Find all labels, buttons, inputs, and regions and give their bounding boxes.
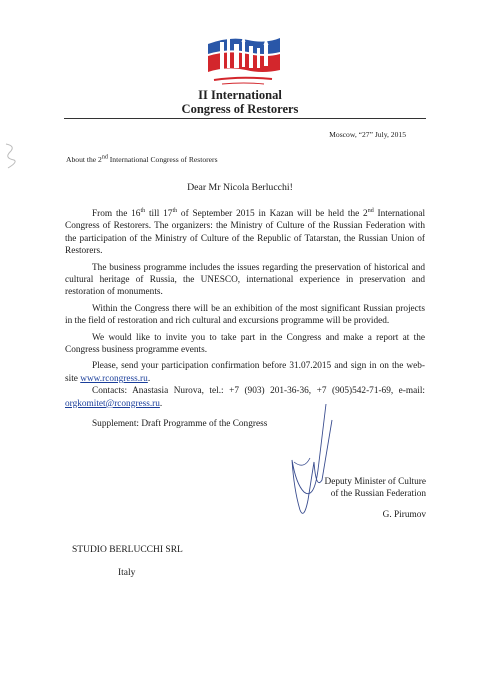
p6-text: Contacts: Anastasia Nurova, tel.: +7 (903) 201-36-36, +7 (905)542-71-69, e-mail: [92, 386, 425, 397]
p1-part-b: till 17 [145, 209, 173, 219]
paragraph-contacts [65, 385, 425, 410]
header-divider [64, 118, 426, 119]
p5-text: Please, send your participation confirmation before 31.07.2015 and sign in on the web-site [65, 361, 425, 384]
letterhead-line2: Congress of Restorers [181, 102, 299, 116]
recipient-country: Italy [118, 568, 136, 578]
p1-part-d: International Congress of Restorers. The organizers: the Ministry of Culture of the Russian Federation with the participation of the Ministry of Culture of the Republic of Tatarstan, the Russian Union of Restorers. [65, 209, 426, 257]
p5-end: . [147, 373, 151, 384]
signer-title [300, 476, 426, 500]
signature-icon [274, 400, 344, 526]
subject-pre: About the 2 [66, 155, 102, 164]
subject-sup: nd [101, 154, 108, 161]
p1-sup-b: th [172, 207, 178, 214]
letter-date: Moscow, “27” July, 2015 [329, 130, 406, 139]
paragraph-confirmation [65, 360, 425, 385]
paragraph-programme: The business programme includes the issues regarding the preservation of historical and cultural heritage of Russia, the UNESCO, international experience in preservation and restoration of monuments. [65, 262, 425, 298]
p1-sup-a: th [140, 207, 146, 214]
subject-post: International Congress of Restorers [107, 155, 218, 164]
paragraph-dates [65, 208, 425, 258]
congress-logo-icon [200, 32, 286, 90]
supplement-line: Supplement: Draft Programme of the Congress [92, 419, 268, 430]
p6-end: . [159, 398, 163, 409]
p1-sup-c: nd [367, 207, 374, 214]
website-link[interactable]: www.rcongress.ru [80, 373, 148, 384]
letter-body [65, 208, 425, 435]
p1-part-c: of September 2015 in Kazan will be held the 2 [177, 209, 368, 219]
signer-title-line2: of the Russian Federation [330, 489, 426, 499]
signer-name: G. Pirumov [382, 510, 426, 520]
pen-scribble-icon [2, 142, 22, 170]
letter-subject [66, 155, 218, 164]
letter-greeting: Dear Mr Nicola Berlucchi! [187, 182, 293, 193]
signer-title-line1: Deputy Minister of Culture [324, 477, 426, 487]
paragraph-invitation: We would like to invite you to take part in the Congress and make a report at the Congress business programme events. [65, 332, 425, 356]
p1-part-a: From the 16 [92, 209, 141, 219]
email-link[interactable]: orgkomitet@rcongress.ru [65, 398, 160, 409]
letterhead-line1: II International [198, 88, 282, 102]
paragraph-exhibition: Within the Congress there will be an exhibition of the most significant Russian projects in the field of restoration and rich cultural and excursions programme will be provided. [65, 303, 425, 327]
letterhead-title [0, 88, 480, 116]
recipient-company: STUDIO BERLUCCHI SRL [72, 545, 183, 555]
